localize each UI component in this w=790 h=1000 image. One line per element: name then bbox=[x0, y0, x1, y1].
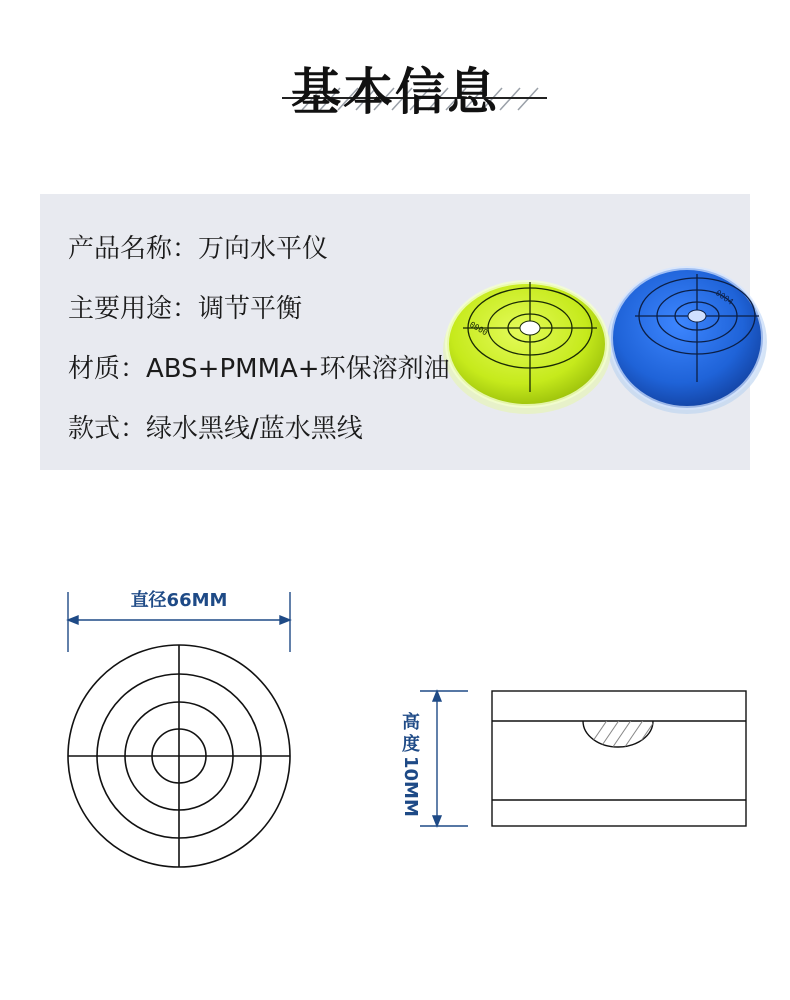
info-panel bbox=[40, 194, 750, 470]
height-dimension-line bbox=[420, 691, 468, 826]
height-label-cjk: 高度 bbox=[402, 712, 420, 755]
top-view-circles bbox=[68, 645, 290, 867]
style-value: 绿水黑线/蓝水黑线 bbox=[146, 414, 363, 444]
svg-text:0004: 0004 bbox=[713, 288, 735, 307]
side-view-diagram bbox=[420, 680, 760, 840]
diameter-dimension-line bbox=[68, 592, 290, 652]
info-row-style bbox=[68, 408, 363, 445]
material-value: ABS+PMMA+环保溶剂油 bbox=[146, 354, 450, 384]
top-view-diagram bbox=[0, 580, 320, 880]
purpose-value: 调节平衡 bbox=[198, 294, 303, 324]
green-level bbox=[443, 282, 611, 414]
purpose-label: 主要用途： bbox=[68, 294, 199, 324]
info-row-purpose bbox=[68, 288, 302, 325]
title-section bbox=[0, 40, 790, 130]
page-title: 基本信息 bbox=[291, 63, 499, 121]
product-photo bbox=[435, 252, 775, 417]
blue-level bbox=[607, 268, 767, 414]
info-row-name bbox=[68, 228, 328, 265]
height-label-value: 10MM bbox=[400, 756, 421, 817]
diameter-label: 直径66MM bbox=[130, 590, 228, 611]
bubble-hatch bbox=[580, 716, 670, 760]
side-view-body bbox=[492, 691, 746, 826]
info-row-material bbox=[68, 348, 450, 385]
name-value: 万向水平仪 bbox=[198, 234, 329, 264]
material-label: 材质： bbox=[68, 354, 147, 384]
name-label: 产品名称： bbox=[68, 234, 199, 264]
style-label: 款式： bbox=[68, 414, 147, 444]
svg-text:0000: 0000 bbox=[468, 319, 490, 338]
